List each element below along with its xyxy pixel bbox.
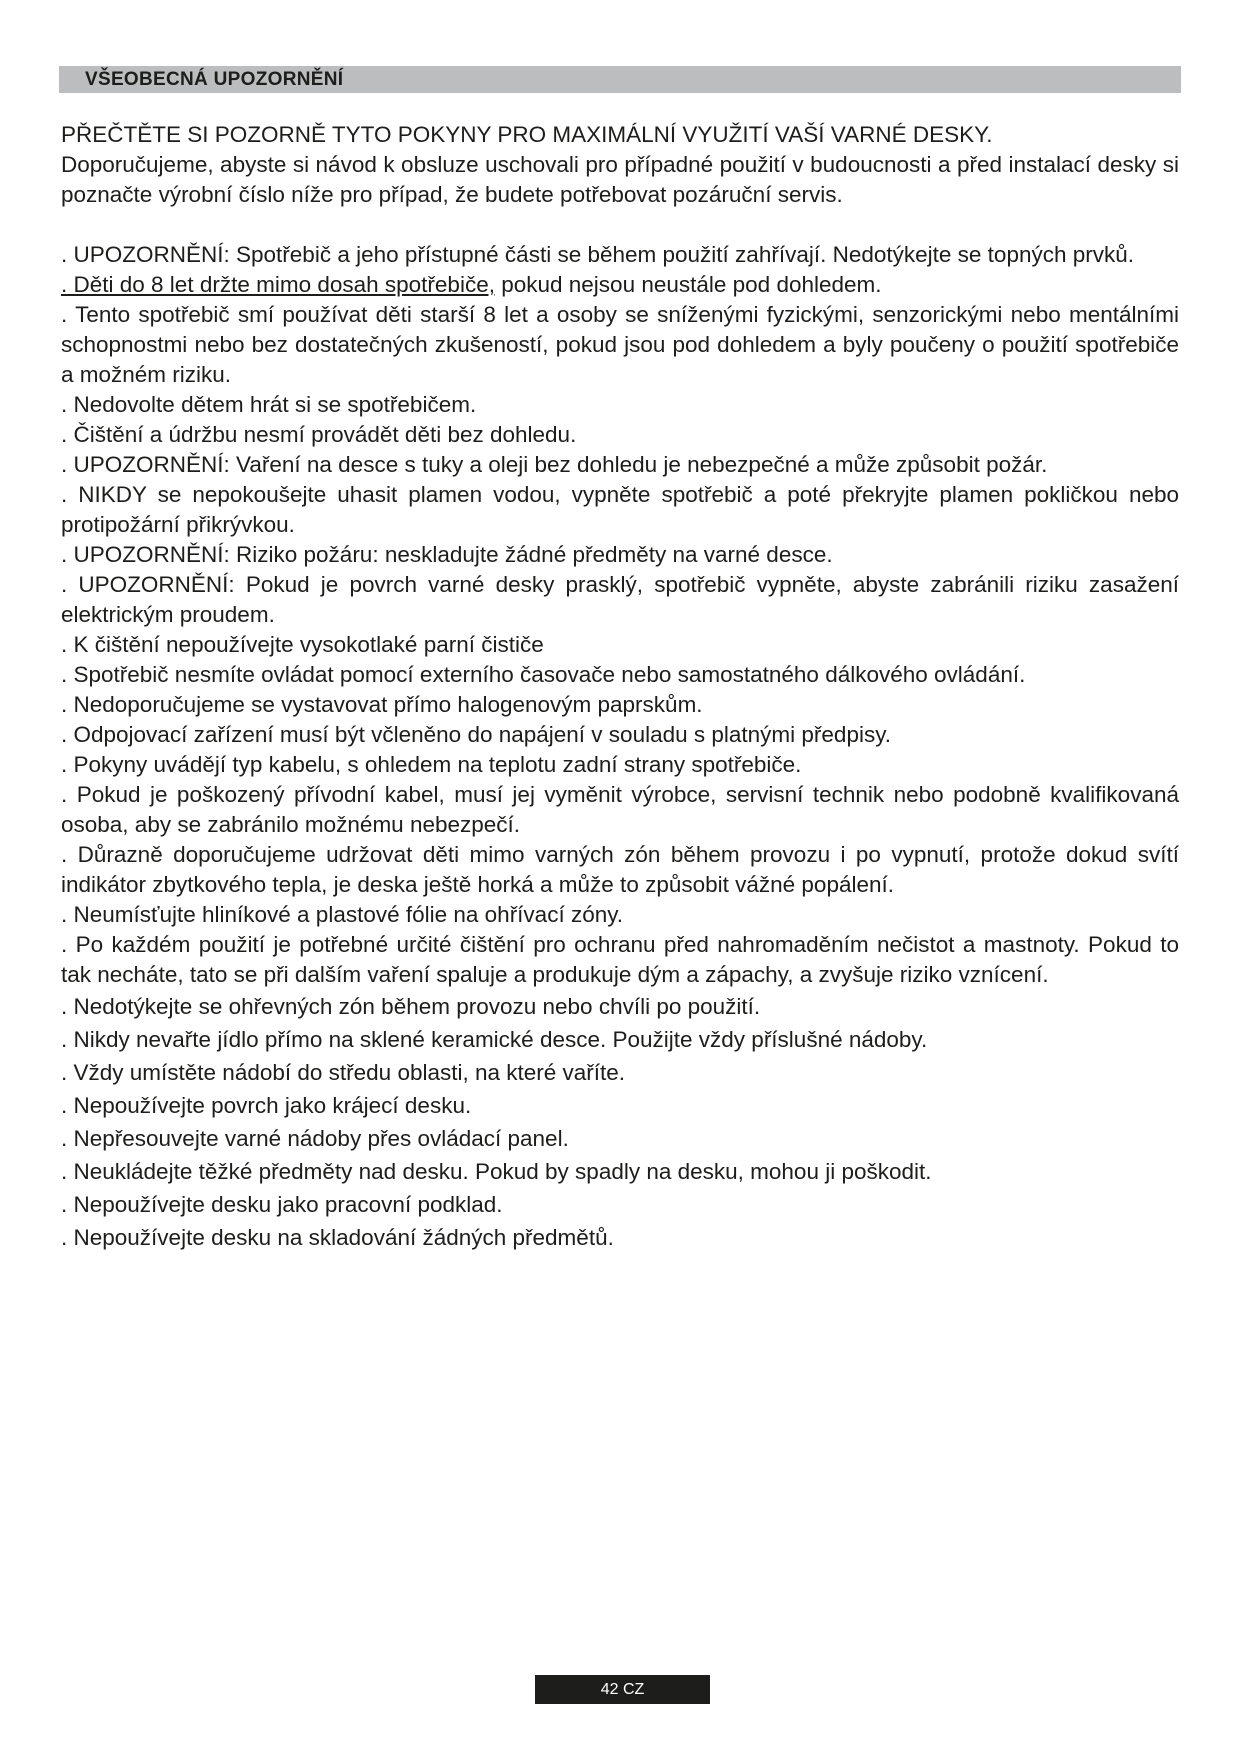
warning-item: . Odpojovací zařízení musí být včleněno do napájení v souladu s platnými předpisy. [61,722,892,747]
warning-item: . Pokyny uvádějí typ kabelu, s ohledem na teplotu zadní strany spotřebiče. [61,752,802,777]
tip-item: . Nepřesouvejte varné nádoby přes ovládací panel. [61,1126,569,1151]
warning-item: . UPOZORNĚNÍ: Pokud je povrch varné desky prasklý, spotřebič vypněte, abyste zabránili riziku zasažení elektrickým proudem. [61,572,1179,627]
warning-text: pokud nejsou neustále pod dohledem. [494,272,882,297]
warning-item: . UPOZORNĚNÍ: Vaření na desce s tuky a oleji bez dohledu je nebezpečné a může způsobit požár. [61,452,1048,477]
tip-item: . Nepoužívejte desku na skladování žádných předmětů. [61,1225,614,1250]
warning-item: . Spotřebič nesmíte ovládat pomocí externího časovače nebo samostatného dálkového ovládání. [61,662,1026,687]
tip-item: . Nepoužívejte povrch jako krájecí desku. [61,1093,472,1118]
warning-item: . NIKDY se nepokoušejte uhasit plamen vodou, vypněte spotřebič a poté překryjte plamen pokličkou nebo protipožární přikrývkou. [61,482,1179,537]
warning-underlined-text: . Děti do 8 let držte mimo dosah spotřebiče, [61,272,495,297]
section-header-bar [59,66,1181,93]
warning-item: . Nedoporučujeme se vystavovat přímo halogenovým paprskům. [61,692,703,717]
intro-heading: PŘEČTĚTE SI POZORNĚ TYTO POKYNY PRO MAXIMÁLNÍ VYUŽITÍ VAŠÍ VARNÉ DESKY. [61,122,993,147]
warning-item: . Důrazně doporučujeme udržovat děti mimo varných zón během provozu i po vypnutí, protože dokud svítí indikátor zbytkového tepla, je deska ještě horká a může to způsobit vážné popálení. [61,842,1179,897]
intro-text: Doporučujeme, abyste si návod k obsluze uschovali pro případné použití v budoucnosti a před instalací desky si poznačte výrobní číslo níže pro případ, že budete potřebovat pozáruční servis. [61,152,1179,207]
warning-item: . Nedovolte dětem hrát si se spotřebičem. [61,392,477,417]
document-body [61,120,1179,1254]
warning-item: . Neumísťujte hliníkové a plastové fólie na ohřívací zóny. [61,902,624,927]
tip-item: . Nedotýkejte se ohřevných zón během provozu nebo chvíli po použití. [61,994,761,1019]
tip-item: . Nepoužívejte desku jako pracovní podklad. [61,1192,503,1217]
tip-item: . Vždy umístěte nádobí do středu oblasti, na které vaříte. [61,1060,626,1085]
section-title: VŠEOBECNÁ UPOZORNĚNÍ [85,69,344,90]
warning-item: . Pokud je poškozený přívodní kabel, musí jej vyměnit výrobce, servisní technik nebo podobně kvalifikovaná osoba, aby se zabránilo možnému nebezpečí. [61,782,1179,837]
warning-item: . Po každém použití je potřebné určité čištění pro ochranu před nahromaděním nečistot a mastnoty. Pokud to tak necháte, tato se při dalším vaření spaluje a produkuje dým a zápachy, a zvyšuje riziko vznícení. [61,932,1179,987]
warning-item: . Čištění a údržbu nesmí provádět děti bez dohledu. [61,422,577,447]
tip-item: . Neukládejte těžké předměty nad desku. Pokud by spadly na desku, mohou ji poškodit. [61,1159,932,1184]
warning-item [61,270,1179,300]
tips-list [61,990,1179,1254]
warning-item: . UPOZORNĚNÍ: Spotřebič a jeho přístupné části se během použití zahřívají. Nedotýkejte se topných prvků. [61,242,1135,267]
warning-item: . K čištění nepoužívejte vysokotlaké parní čističe [61,632,544,657]
page-number: 42 CZ [535,1675,710,1704]
tip-item: . Nikdy nevařte jídlo přímo na sklené keramické desce. Použijte vždy příslušné nádoby. [61,1027,928,1052]
warning-item: . Tento spotřebič smí používat děti starší 8 let a osoby se sníženými fyzickými, senzorickými nebo mentálními schopnostmi nebo bez dostatečných zkušeností, pokud jsou pod dohledem a byly poučeny o použití spotřebiče a možném riziku. [61,302,1179,387]
warning-item: . UPOZORNĚNÍ: Riziko požáru: neskladujte žádné předměty na varné desce. [61,542,833,567]
